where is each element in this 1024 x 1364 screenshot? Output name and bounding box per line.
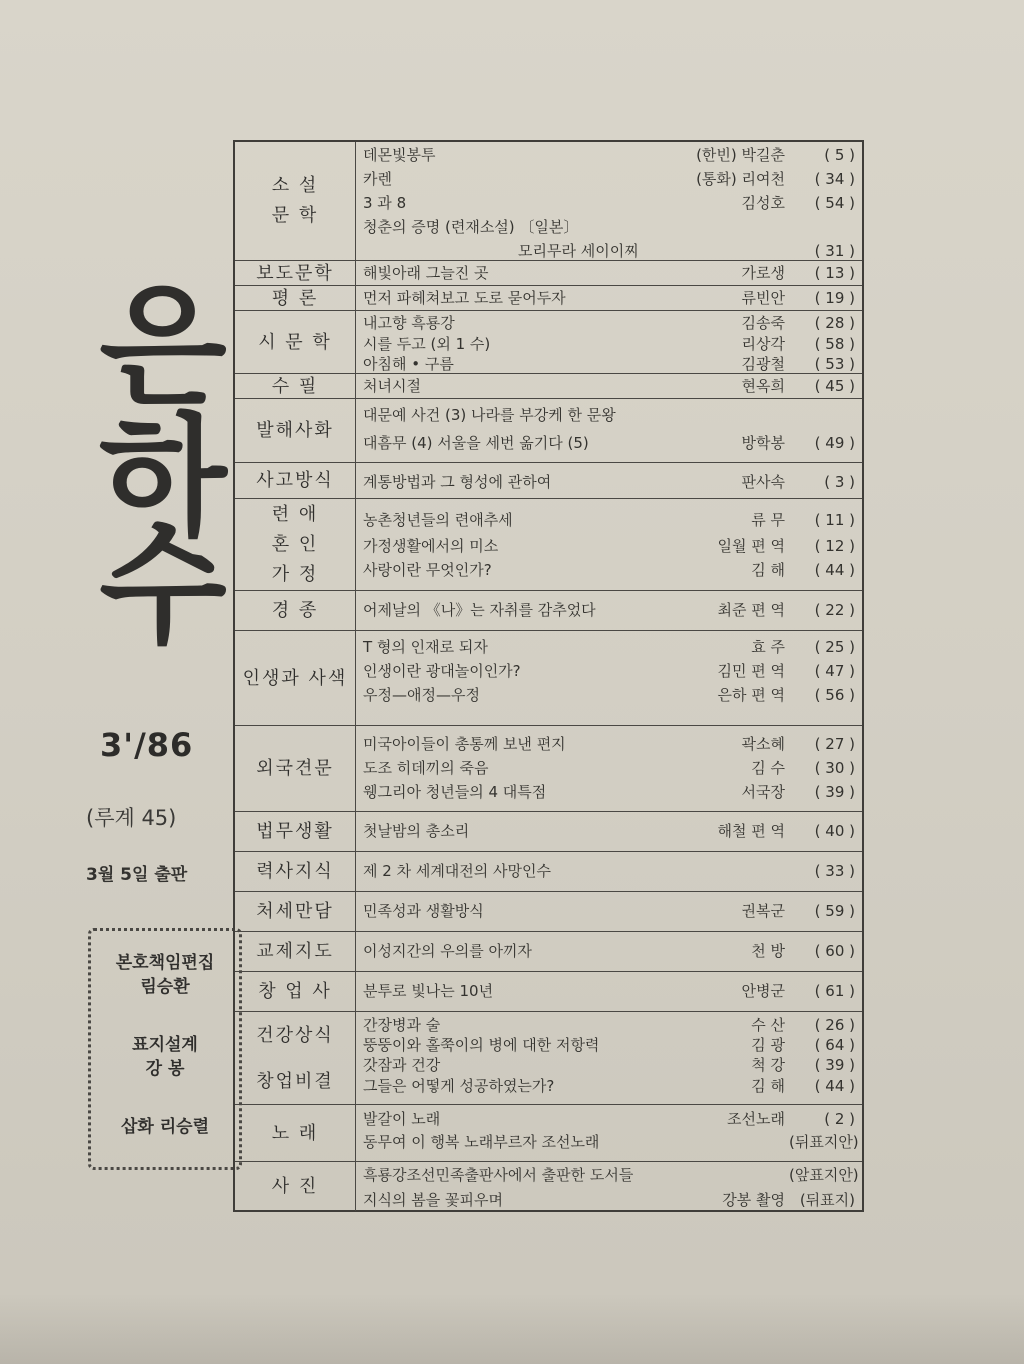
category-label: 소 설 [271,175,319,196]
entry-author: 리상각 [741,335,785,353]
entry-author: 안병군 [741,982,785,1000]
toc-category [235,311,356,374]
masthead-char-3 [88,509,238,663]
entry-title: 미국아이들이 총통께 보낸 편지 [363,735,566,753]
entry-page: ( 47 ) [814,662,855,680]
toc-section [235,1011,862,1105]
entry-title: 카렌 [363,170,392,188]
toc-section [235,1161,862,1211]
entry-title: 대흠무 (4) 서울을 세번 옮기다 (5) [363,434,589,452]
entry-author: 김 해 [751,1077,785,1095]
entry-page: ( 11 ) [814,511,855,529]
toc-entry [363,1189,855,1211]
entry-title: 먼저 파헤쳐보고 도로 묻어두자 [363,289,566,307]
entry-author: 김광철 [741,355,785,373]
category-label: 혼 인 [271,534,319,555]
toc-entry [363,144,855,166]
toc-category [235,499,356,591]
category-label: 가 정 [271,564,319,585]
entry-page: ( 49 ) [814,434,855,452]
entry-title: 데몬빛봉투 [363,146,436,164]
toc-entry [363,559,855,581]
entry-title: 그들은 어떻게 성공하였는가? [363,1077,555,1095]
category-label: 노 래 [271,1122,319,1144]
entry-title: 도조 히데끼의 죽음 [363,759,489,777]
toc-category [235,631,356,726]
entry-author: 은하 편 역 [717,686,785,704]
cumulative-issue: (루계 45) [86,806,177,830]
entry-page: ( 22 ) [814,601,855,619]
credits-box [88,928,242,1170]
category-label: 평 론 [271,287,319,309]
entry-title: 내고향 흑룡강 [363,314,455,332]
toc-entry [363,636,855,658]
toc-section [235,142,862,260]
toc-entry [363,1075,855,1097]
toc-category [235,932,356,972]
toc-entry [363,353,855,375]
entry-author: 류 무 [751,511,785,529]
entry-page: (뒤표지) [799,1191,855,1209]
entry-author: (한빈) 박길춘 [696,146,785,164]
entry-title: 시를 두고 (외 1 수) [363,335,491,353]
entry-page: ( 25 ) [814,638,855,656]
entry-page: ( 45 ) [814,377,855,395]
entry-title: 첫날밤의 총소리 [363,822,470,840]
entry-page: ( 33 ) [814,862,855,880]
toc-entry [363,262,855,284]
toc-category [235,812,356,852]
entry-author: 김송죽 [741,314,785,332]
category-label: 창업비결 [256,1070,334,1092]
entry-page: ( 27 ) [814,735,855,753]
toc-category [235,374,356,399]
category-label: 련 애 [271,504,319,525]
entry-author: 수 산 [751,1016,785,1034]
title-char: 하 [99,401,227,555]
toc-section [235,462,862,499]
credit-editor-name: 림승환 [140,977,190,997]
toc-entry [363,333,855,355]
toc-section [235,630,862,726]
entry-title: 웽그리아 청년들의 4 대특점 [363,783,547,801]
toc-category [235,726,356,812]
toc-category [235,1012,356,1105]
toc-section [235,971,862,1012]
toc-entry [363,660,855,682]
toc-entry [363,432,855,454]
table-of-contents [233,140,864,1212]
toc-entry [363,781,855,803]
credit-cover-label: 표지설계 [132,1035,198,1055]
category-label: 시 문 학 [258,331,332,353]
category-label: 수 필 [271,375,319,397]
entry-author: 류빈안 [741,289,785,307]
toc-category [235,463,356,499]
entry-title: 제 2 차 세계대전의 사망인수 [363,862,552,880]
toc-entry [363,1108,855,1130]
toc-section [235,891,862,932]
entry-title: 분투로 빛나는 10년 [363,982,494,1000]
entry-title: 대문예 사건 (3) 나라를 부강케 한 문왕 [363,406,616,424]
entry-author: 판사속 [741,473,785,491]
toc-section [235,725,862,812]
toc-category [235,852,356,892]
entry-page: ( 19 ) [814,289,855,307]
title-char: 은 [99,271,227,425]
toc-entry [363,1054,855,1076]
entry-page: ( 26 ) [814,1016,855,1034]
masthead-char-1 [88,271,238,425]
toc-category [235,261,356,286]
toc-entry [363,240,855,262]
entry-title: 흑룡강조선민족출판사에서 출판한 도서들 [363,1166,634,1184]
toc-entry [363,980,855,1002]
entry-title: T 형의 인재로 되자 [363,638,488,656]
entry-author: 강봉 촬영 [722,1191,785,1209]
toc-entry [363,1034,855,1056]
entry-title: 처녀시절 [363,377,421,395]
entry-page: ( 34 ) [814,170,855,188]
entry-author: 권복군 [741,902,785,920]
toc-category [235,892,356,932]
toc-category [235,591,356,631]
toc-entry [363,684,855,706]
toc-entry [363,940,855,962]
toc-section [235,310,862,374]
toc-section [235,398,862,463]
toc-entry [363,1164,859,1186]
toc-entry [363,1131,859,1153]
entry-author: 일월 편 역 [717,537,785,555]
entry-page: ( 39 ) [814,1056,855,1074]
toc-entry [363,509,855,531]
toc-section [235,590,862,631]
category-label: 경 종 [271,600,319,621]
entry-page: ( 40 ) [814,822,855,840]
toc-section [235,1104,862,1162]
toc-entry [363,900,855,922]
entry-author: 현옥희 [741,377,785,395]
entry-author: 곽소혜 [741,735,785,753]
toc-section [235,285,862,311]
entry-author: 김 수 [751,759,785,777]
entry-page: ( 28 ) [814,314,855,332]
entry-title: 계통방법과 그 형성에 관하여 [363,473,552,491]
entry-page: ( 12 ) [814,537,855,555]
toc-entry [363,860,855,882]
toc-entry [363,1014,855,1036]
entry-title: 사랑이란 무엇인가? [363,561,492,579]
entry-title: 지식의 봄을 꽃피우며 [363,1191,503,1209]
publication-date: 3월 5일 출판 [86,865,188,885]
entry-author: 방학봉 [741,434,785,452]
toc-entry [363,168,855,190]
toc-category [235,286,356,311]
category-label: 발해사화 [256,420,334,441]
entry-author: 효 주 [751,638,785,656]
entry-page: ( 30 ) [814,759,855,777]
entry-page: ( 64 ) [814,1036,855,1054]
toc-entry [363,733,855,755]
entry-author: 서국장 [741,783,785,801]
category-label: 교제지도 [256,941,334,962]
entry-title: 간장병과 술 [363,1016,441,1034]
issue-number: 3'/86 [100,726,194,764]
entry-author: 조선노래 [727,1110,785,1128]
entry-title: 청춘의 증명 (련재소설) 〔일본〕 [363,218,579,236]
toc-section [235,498,862,591]
entry-author: 해철 편 역 [717,822,785,840]
entry-author: 최준 편 역 [717,601,785,619]
toc-section [235,260,862,286]
entry-page: ( 31 ) [814,242,855,260]
entry-page: ( 58 ) [814,335,855,353]
credit-cover-name: 강 봉 [145,1059,185,1079]
toc-entry [363,820,855,842]
category-label: 인생과 사색 [242,667,348,689]
toc-entry [363,375,855,397]
entry-author: 김 해 [751,561,785,579]
toc-section [235,373,862,399]
entry-title: 3 과 8 [363,194,407,212]
entry-title: 인생이란 광대놀이인가? [363,662,521,680]
entry-page: ( 5 ) [824,146,855,164]
toc-entry [363,192,855,214]
entry-page: (앞표지안) [789,1166,859,1184]
entry-page: ( 2 ) [824,1110,855,1128]
category-label: 외국견문 [256,758,334,779]
entry-title: 어제날의 《나》는 자취를 감추었다 [363,601,596,619]
entry-page: ( 61 ) [814,982,855,1000]
toc-entry [363,471,855,493]
toc-category [235,142,356,260]
entry-page: ( 53 ) [814,355,855,373]
entry-title: 갓잠과 건강 [363,1056,441,1074]
entry-title: 동무여 이 행복 노래부르자 조선노래 [363,1133,600,1151]
toc-entry [363,599,855,621]
entry-title: 해빛아래 그늘진 곳 [363,264,489,282]
entry-title: 뚱뚱이와 홀쭉이의 병에 대한 저항력 [363,1036,600,1054]
toc-entry [363,287,855,309]
entry-title: 모리무라 세이이찌 [518,242,639,260]
toc-entry [363,535,855,557]
entry-author: 척 강 [751,1056,785,1074]
category-label: 처세만담 [256,901,334,922]
category-label: 창 업 사 [258,981,332,1002]
entry-author: 김민 편 역 [717,662,785,680]
toc-entry [363,312,855,334]
entry-page: ( 44 ) [814,561,855,579]
category-label: 사 진 [271,1175,319,1197]
toc-entry [363,757,855,779]
toc-category [235,1105,356,1162]
entry-page: ( 59 ) [814,902,855,920]
page-shadow [0,1294,1024,1364]
entry-page: ( 56 ) [814,686,855,704]
category-label: 문 학 [271,205,319,226]
credit-editor-label: 본호책임편집 [115,953,215,973]
entry-page: ( 44 ) [814,1077,855,1095]
toc-section [235,851,862,892]
entry-author: (통화) 리여천 [696,170,785,188]
title-char: 수 [99,509,227,663]
entry-title: 가정생활에서의 미소 [363,537,499,555]
entry-author: 김 광 [751,1036,785,1054]
category-label: 법무생활 [256,821,334,842]
entry-title: 농촌청년들의 련애추세 [363,511,513,529]
toc-entry [363,404,855,426]
entry-author: 김성호 [741,194,785,212]
toc-category [235,972,356,1012]
entry-page: (뒤표지안) [789,1133,859,1151]
entry-title: 이성지간의 우의를 아끼자 [363,942,532,960]
credit-illustration: 삽화 리승렬 [120,1117,210,1137]
category-label: 력사지식 [256,861,334,882]
toc-category [235,1162,356,1211]
toc-entry [363,216,855,238]
entry-page: ( 54 ) [814,194,855,212]
entry-author: 가로생 [741,264,785,282]
entry-title: 아침해 • 구름 [363,355,454,373]
entry-title: 민족성과 생활방식 [363,902,484,920]
entry-title: 발갈이 노래 [363,1110,441,1128]
entry-page: ( 39 ) [814,783,855,801]
toc-category [235,399,356,463]
entry-page: ( 60 ) [814,942,855,960]
toc-section [235,931,862,972]
category-label: 건강상식 [256,1024,334,1046]
toc-section [235,811,862,852]
category-label: 사고방식 [256,470,334,491]
entry-title: 우정—애정—우정 [363,686,480,704]
category-label: 보도문학 [256,262,334,284]
entry-page: ( 13 ) [814,264,855,282]
entry-page: ( 3 ) [824,473,855,491]
entry-author: 천 방 [751,942,785,960]
